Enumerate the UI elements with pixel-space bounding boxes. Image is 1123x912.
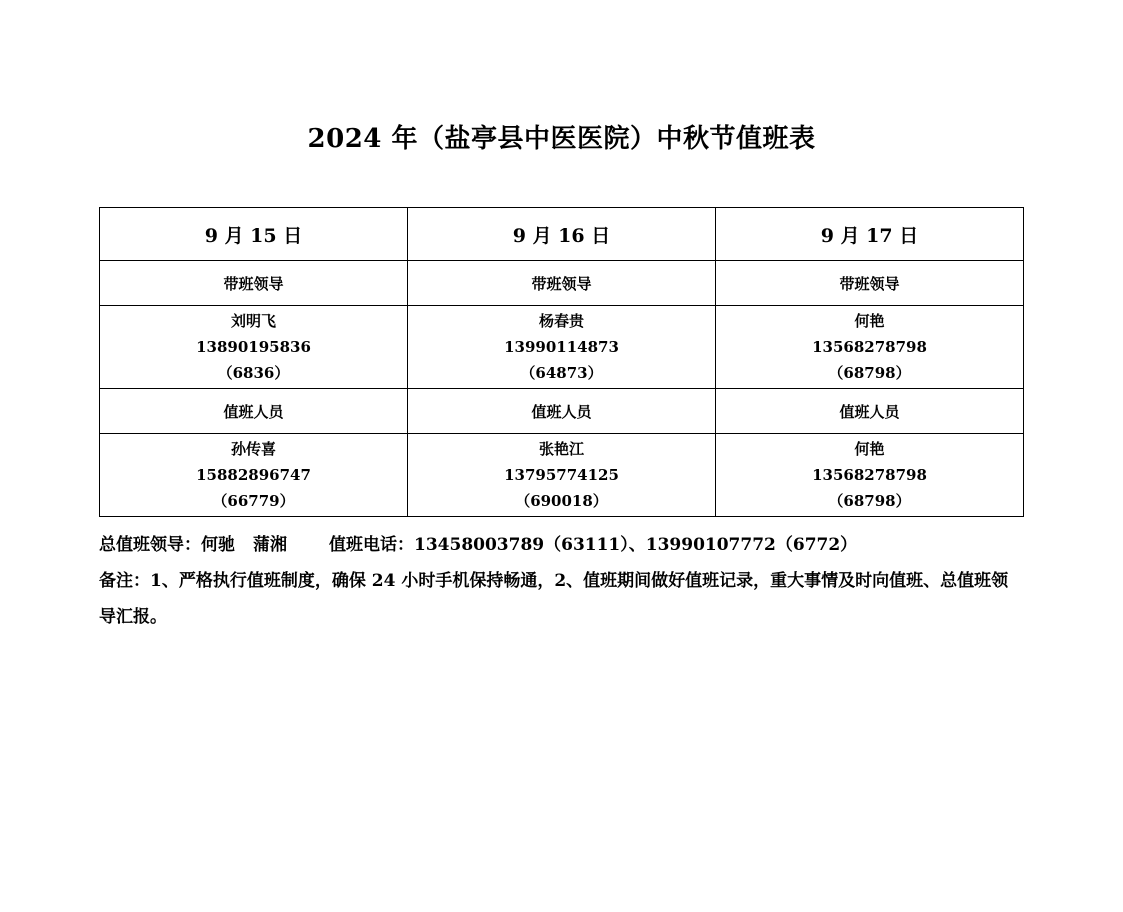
date-cell-2: 9 月 16 日 <box>408 208 716 261</box>
leader-info-cell-3 <box>716 306 1024 389</box>
staff-name: 孙传喜 <box>230 440 276 458</box>
duty-table-container <box>99 207 1024 517</box>
staff-phone: 13568278798 <box>812 466 927 484</box>
staff-phone: 13795774125 <box>504 466 619 484</box>
leader-phone: 13568278798 <box>812 338 927 356</box>
duty-phone-label: 值班电话： <box>329 535 414 555</box>
leader-role-cell-3: 带班领导 <box>716 261 1024 306</box>
leader-name: 刘明飞 <box>230 312 276 330</box>
leader-role-cell-2: 带班领导 <box>408 261 716 306</box>
chief-name-1: 何驰 <box>201 535 235 555</box>
date-cell-1: 9 月 15 日 <box>100 208 408 261</box>
table-row-leader-role <box>100 261 1024 306</box>
staff-name: 何艳 <box>854 440 885 458</box>
chief-name-2: 蒲湘 <box>253 535 287 555</box>
leader-ext: （68798） <box>828 364 911 382</box>
page-title: 2024 年（盐亭县中医医院）中秋节值班表 <box>307 124 816 154</box>
chief-label: 总值班领导： <box>99 535 201 555</box>
leader-info-cell-1 <box>100 306 408 389</box>
staff-info-cell-2 <box>408 434 716 517</box>
chief-duty-line <box>99 527 1024 563</box>
remark-line: 备注：1、严格执行值班制度，确保 24 小时手机保持畅通，2、值班期间做好值班记录，重大事情及时向值班、总值班领导汇报。 <box>99 571 1009 627</box>
leader-phone: 13990114873 <box>504 338 619 356</box>
table-row-staff-info <box>100 434 1024 517</box>
leader-role-cell-1: 带班领导 <box>100 261 408 306</box>
table-row-dates <box>100 208 1024 261</box>
staff-role-cell-3: 值班人员 <box>716 389 1024 434</box>
staff-name: 张艳江 <box>538 440 584 458</box>
leader-ext: （6836） <box>217 364 290 382</box>
staff-ext: （68798） <box>828 492 911 510</box>
leader-info-cell-2 <box>408 306 716 389</box>
staff-ext: （66779） <box>212 492 295 510</box>
staff-info-cell-3 <box>716 434 1024 517</box>
duty-table <box>99 207 1024 517</box>
date-cell-3: 9 月 17 日 <box>716 208 1024 261</box>
staff-role-cell-1: 值班人员 <box>100 389 408 434</box>
leader-name: 杨春贵 <box>538 312 584 330</box>
duty-phone-value: 13458003789（63111）、13990107772（6772） <box>414 535 858 555</box>
table-row-leader-info <box>100 306 1024 389</box>
document-page <box>0 118 1123 912</box>
leader-ext: （64873） <box>520 364 603 382</box>
staff-ext: （690018） <box>515 492 608 510</box>
table-row-staff-role <box>100 389 1024 434</box>
staff-info-cell-1 <box>100 434 408 517</box>
staff-phone: 15882896747 <box>196 466 311 484</box>
leader-phone: 13890195836 <box>196 338 311 356</box>
staff-role-cell-2: 值班人员 <box>408 389 716 434</box>
footer-notes <box>99 527 1024 635</box>
leader-name: 何艳 <box>854 312 885 330</box>
